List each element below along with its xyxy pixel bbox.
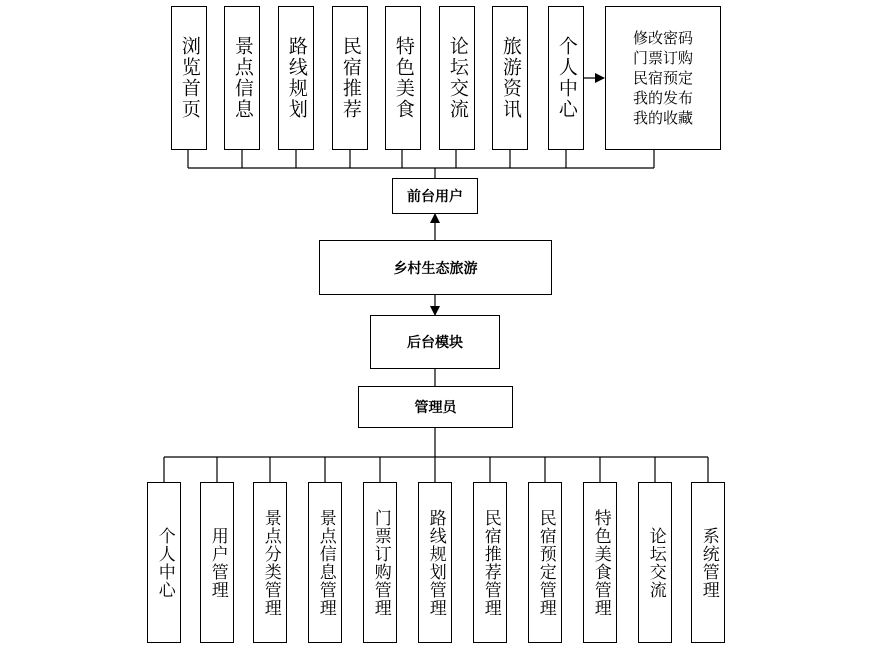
top-module-travel-news: 旅游资讯	[492, 6, 528, 150]
personal-center-items-box	[605, 6, 721, 150]
top-module-forum: 论坛交流	[439, 6, 475, 150]
bottom-module-route-planning: 路线规划管理	[418, 482, 452, 643]
bottom-module-homestay-booking: 民宿预定管理	[528, 482, 562, 643]
bottom-module-homestay-recommend: 民宿推荐管理	[473, 482, 507, 643]
top-module-scenic-info: 景点信息	[224, 6, 260, 150]
root-node: 乡村生态旅游	[319, 240, 552, 295]
personal-item-homestay-booking: 民宿预定	[632, 69, 693, 87]
bottom-module-system-management: 系统管理	[691, 482, 725, 643]
admin-node: 管理员	[358, 386, 513, 428]
front-user-node: 前台用户	[392, 178, 478, 214]
bottom-module-personal-center: 个人中心	[147, 482, 181, 643]
top-module-homestay-recommend: 民宿推荐	[332, 6, 368, 150]
bottom-module-ticket-order: 门票订购管理	[363, 482, 397, 643]
backend-node: 后台模块	[370, 315, 500, 369]
personal-item-my-favorites: 我的收藏	[632, 109, 693, 127]
bottom-module-scenic-info: 景点信息管理	[308, 482, 342, 643]
bottom-module-scenic-category: 景点分类管理	[253, 482, 287, 643]
personal-item-ticket-order: 门票订购	[632, 49, 693, 67]
personal-item-my-posts: 我的发布	[632, 89, 693, 107]
top-module-local-food: 特色美食	[385, 6, 421, 150]
bottom-module-user-management: 用户管理	[200, 482, 234, 643]
top-module-browse-home: 浏览首页	[171, 6, 207, 150]
bottom-module-local-food: 特色美食管理	[583, 482, 617, 643]
top-module-route-planning: 路线规划	[278, 6, 314, 150]
bottom-module-forum: 论坛交流	[638, 482, 672, 643]
personal-item-change-password: 修改密码	[632, 29, 693, 47]
top-module-personal-center: 个人中心	[548, 6, 584, 150]
